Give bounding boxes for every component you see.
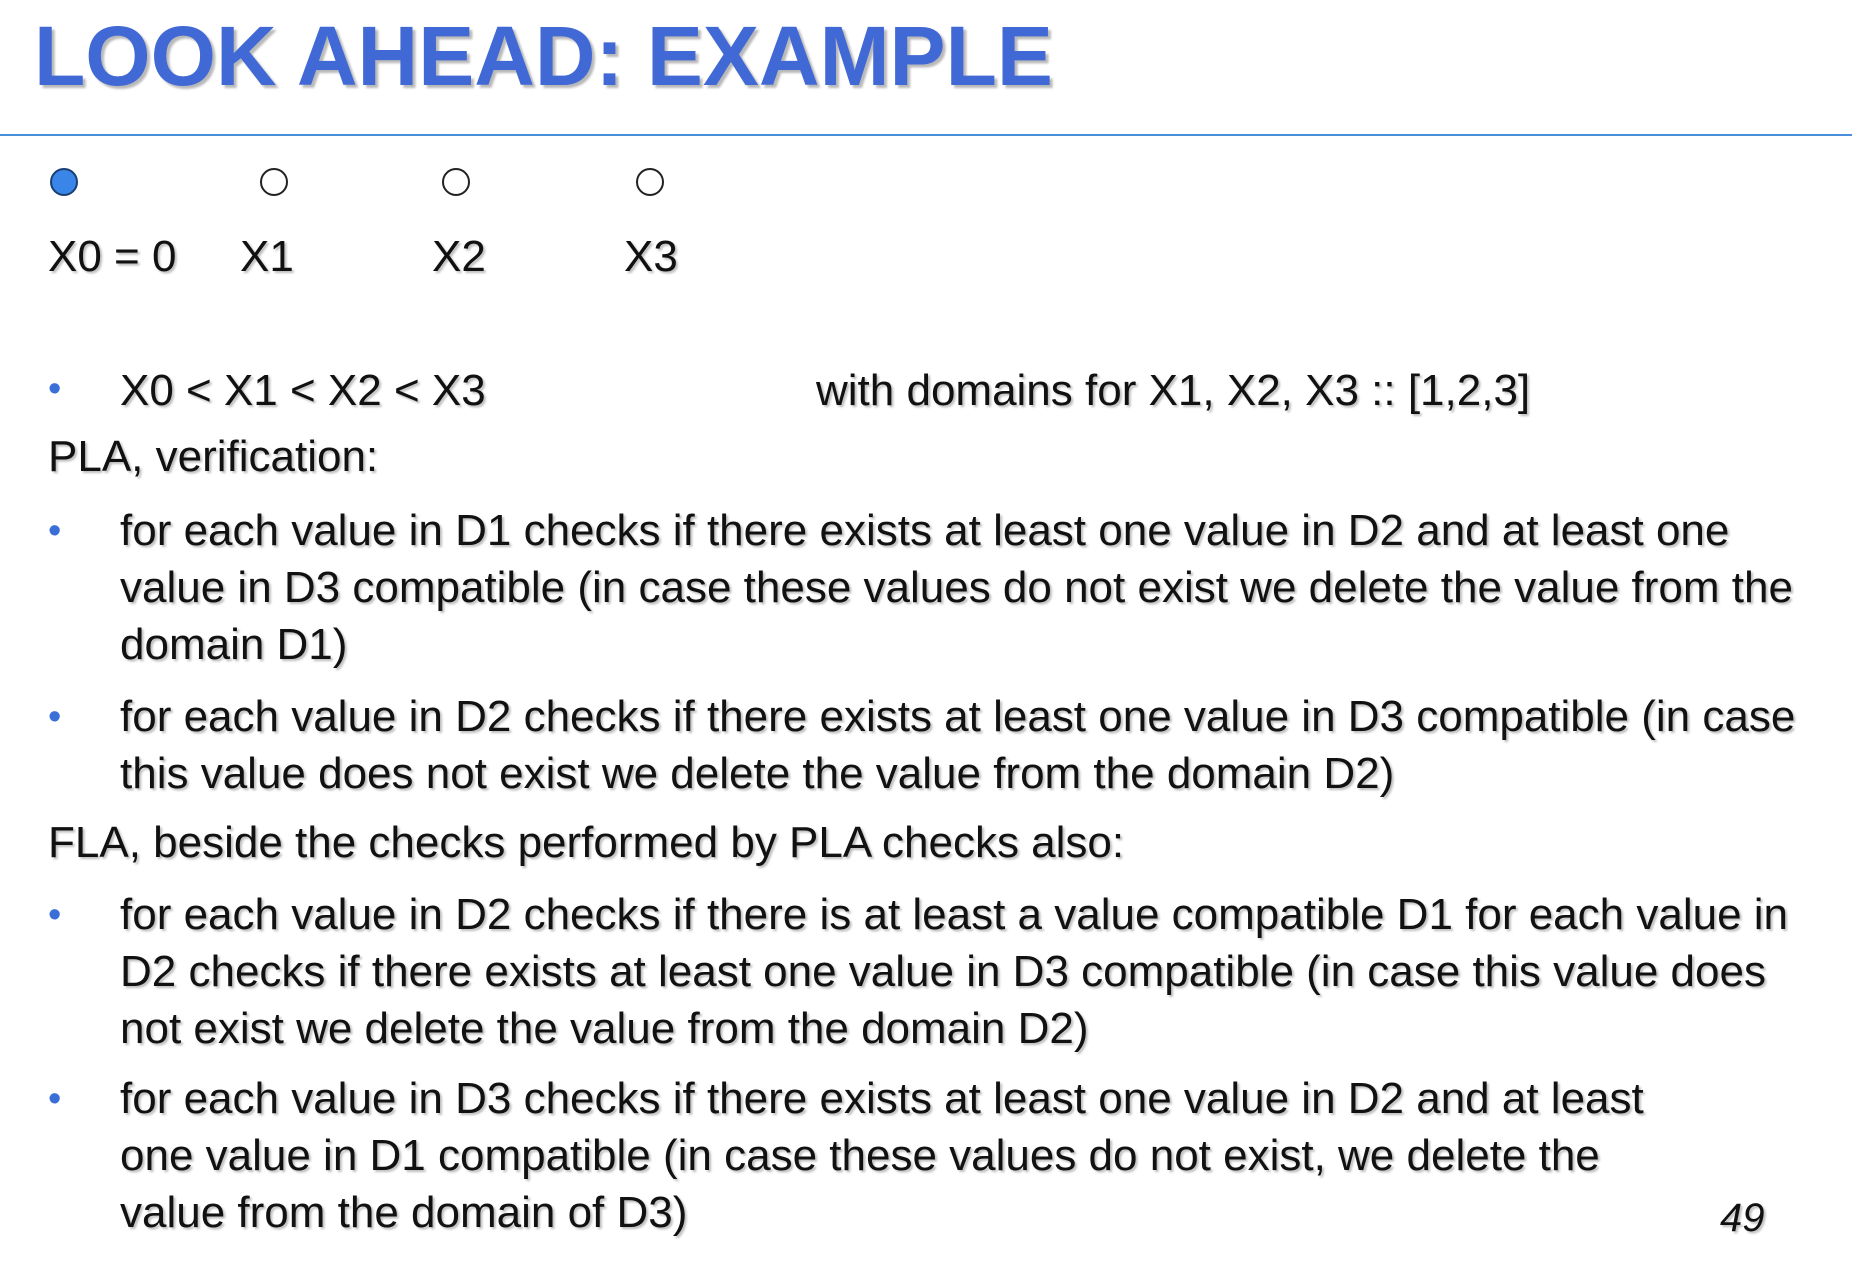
title-divider [0,134,1852,136]
empty-circle-icon [636,168,664,196]
fla-item-1: for each value in D2 checks if there is at least a value compatible D1 for each value in D2 checks if there exists at least one value in D3 compatible (in case this value does not exist we delete the value from the domain D2) [120,890,1789,1053]
bullet-icon: • [48,696,62,738]
pla-item-2: for each value in D2 checks if there exists at least one value in D3 compatible (in case this value does not exist we delete the value from the domain D2) [120,692,1796,798]
bullet-icon: • [48,894,62,936]
constraint-relation: X0 < X1 < X2 < X3 [120,366,486,415]
page-number: 49 [1720,1196,1765,1240]
bullet-icon: • [48,510,62,552]
variable-label-x1: X1 [240,232,294,281]
constraint-domains: with domains for X1, X2, X3 :: [1,2,3] [816,366,1531,415]
bullet-icon: • [48,368,62,410]
pla-item-1: for each value in D1 checks if there exists at least one value in D2 and at least one value in D3 compatible (in case these values do not exist we delete the value from the domain D1) [120,506,1793,669]
filled-circle-icon [50,168,78,196]
fla-item-2: for each value in D3 checks if there exists at least one value in D2 and at least one value in D1 compatible (in case these values do not exist, we delete the value from the domain of D3) [120,1074,1644,1237]
pla-heading: PLA, verification: [48,432,379,481]
variable-label-x3: X3 [624,232,678,281]
variable-label-x2: X2 [432,232,486,281]
variable-label-x0: X0 = 0 [48,232,177,281]
empty-circle-icon [442,168,470,196]
slide-title: LOOK AHEAD: EXAMPLE [34,9,1053,103]
empty-circle-icon [260,168,288,196]
bullet-icon: • [48,1078,62,1120]
fla-heading: FLA, beside the checks performed by PLA checks also: [48,818,1125,867]
